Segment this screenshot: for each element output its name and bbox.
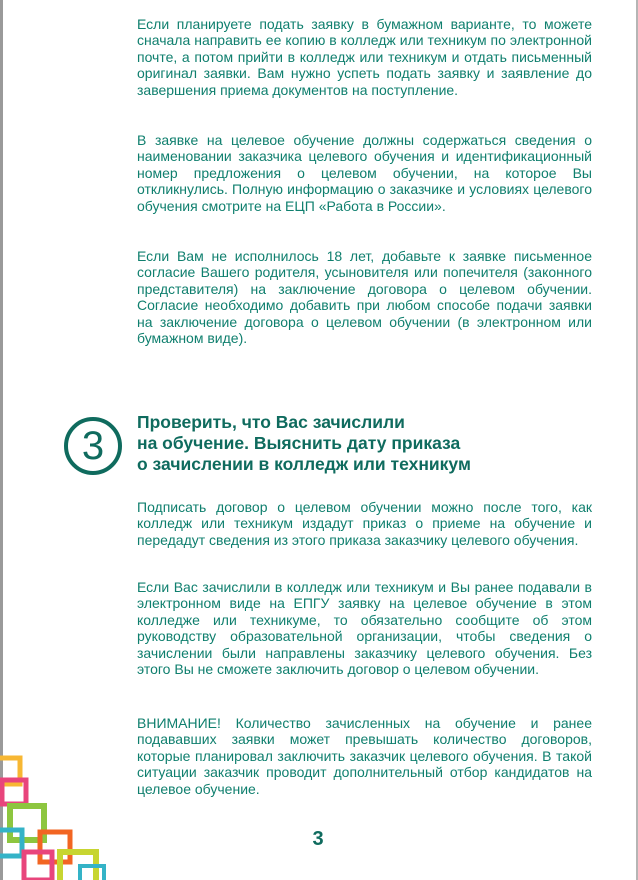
page-number: 3	[312, 828, 324, 850]
paragraph-enrollment-notice: Если Вас зачислили в колледж или техникум и Вы ранее подавали в электронном виде на ЕПГУ заявку на целевое обучение в этом колледже или техникуме, то обязательно сообщите об этом руководству образовательной организации, чтобы сведения о зачислении были направлены заказчику целевого обучения. Без этого Вы не сможете заключить договор о целевом обучении.	[137, 579, 592, 678]
paragraph-attention-warning: ВНИМАНИЕ! Количество зачисленных на обучение и ранее подававших заявки может превышать количество договоров, которые планировал заключить заказчик целевого обучения. В такой ситуации заказчик проводит дополнительный отбор кандидатов на целевое обучение.	[137, 715, 592, 797]
decorative-squares-graphic	[0, 740, 110, 880]
step-heading-line: Проверить, что Вас зачислили	[137, 412, 405, 432]
step-number: 3	[81, 424, 105, 468]
paragraph-paper-application: Если планируете подать заявку в бумажном варианте, то можете сначала направить ее копию в колледж или техникум по электронной почте, а потом прийти в колледж или техникум и отдать письменный оригинал заявки. Вам нужно успеть подать заявку и заявление до завершения приема документов на поступление.	[137, 16, 592, 98]
step-heading-line: на обучение. Выяснить дату приказа	[137, 433, 461, 453]
paragraph-application-contents: В заявке на целевое обучение должны содержаться сведения о наименовании заказчика целевого обучения и идентификационный номер предложения о целевом обучении, на которое Вы откликнулись. Полную информацию о заказчике и условиях целевого обучения смотрите на ЕЦП «Работа в России».	[137, 132, 592, 214]
paragraph-parental-consent: Если Вам не исполнилось 18 лет, добавьте к заявке письменное согласие Вашего родителя, усыновителя или попечителя (законного представителя) на заключение договора о целевом обучении. Согласие необходимо добавить при любом способе подачи заявки на заключение договора о целевом обучении (в электронном или бумажном виде).	[137, 248, 592, 347]
step-heading-line: о зачислении в колледж или техникум	[137, 454, 471, 474]
step-heading	[137, 412, 557, 475]
step-number-badge	[64, 417, 122, 475]
paragraph-contract-signing: Подписать договор о целевом обучении можно после того, как колледж или техникум издадут приказ о приеме на обучение и передадут сведения из этого приказа заказчику целевого обучения.	[137, 499, 592, 548]
